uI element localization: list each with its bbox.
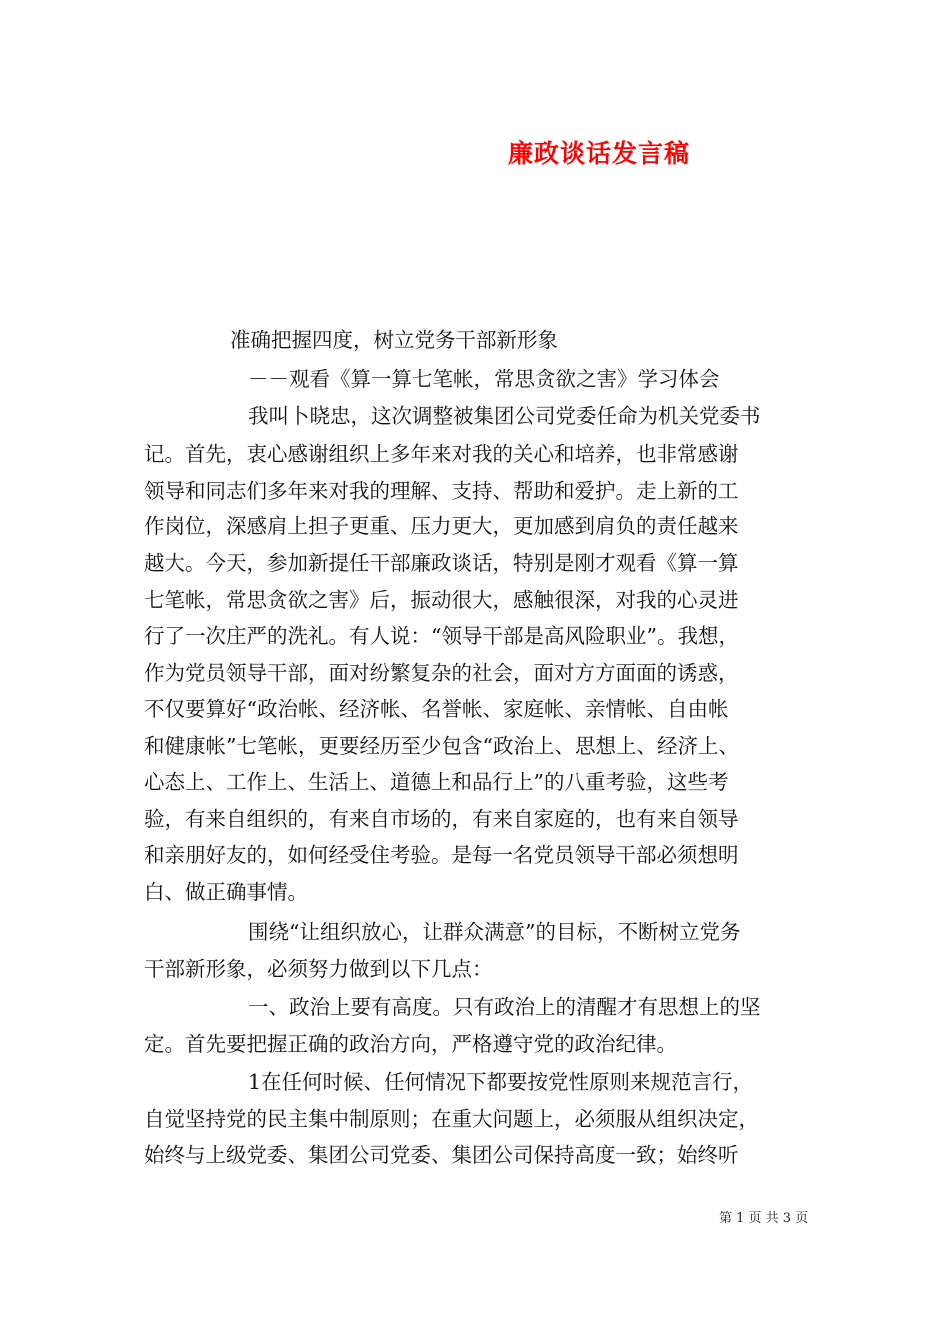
paragraph-line: 作为党员领导干部，面对纷繁复杂的社会，面对方方面面的诱惑， [144,661,739,685]
paragraph-line: 领导和同志们多年来对我的理解、支持、帮助和爱护。走上新的工 [144,479,739,503]
subtitle-line: 准确把握四度，树立党务干部新形象 [230,328,558,352]
paragraph-line: 验，有来自组织的，有来自市场的，有来自家庭的，也有来自领导 [144,807,739,831]
paragraph-line: 白、做正确事情。 [144,880,308,904]
page-number: 第 1 页 共 3 页 [719,1211,809,1226]
paragraph-line: 和亲朋好友的，如何经受住考验。是每一名党员领导干部必须想明 [144,843,739,867]
document-title: 廉政谈话发言稿 [508,139,691,168]
paragraph-line: 心态上、工作上、生活上、道德上和品行上”的八重考验，这些考 [144,770,729,794]
paragraph-line: 自觉坚持党的民主集中制原则；在重大问题上，必须服从组织决定， [144,1107,759,1131]
paragraph-line: 七笔帐，常思贪欲之害》后，振动很大，感触很深，对我的心灵进 [144,588,739,612]
paragraph-line: 不仅要算好“政治帐、经济帐、名誉帐、家庭帐、亲情帐、自由帐 [144,697,729,721]
paragraph-line: 我叫卜晓忠，这次调整被集团公司党委任命为机关党委书 [248,404,761,428]
paragraph-line: 干部新形象，必须努力做到以下几点： [144,957,493,981]
paragraph-line: 始终与上级党委、集团公司党委、集团公司保持高度一致；始终听 [144,1143,739,1167]
paragraph-line: 记。首先，衷心感谢组织上多年来对我的关心和培养，也非常感谢 [144,442,739,466]
subtitle-subline: －－观看《算一算七笔帐，常思贪欲之害》学习体会 [248,367,720,391]
paragraph-line: 定。首先要把握正确的政治方向，严格遵守党的政治纪律。 [144,1032,677,1056]
paragraph-line: 围绕“让组织放心，让群众满意”的目标，不断树立党务 [248,920,741,944]
paragraph-line: 作岗位，深感肩上担子更重、压力更大，更加感到肩负的责任越来 [144,514,739,538]
paragraph-line: 越大。今天，参加新提任干部廉政谈话，特别是刚才观看《算一算 [144,551,739,575]
paragraph-line: 1在任何时候、任何情况下都要按党性原则来规范言行， [248,1070,754,1094]
paragraph-line: 行了一次庄严的洗礼。有人说：“领导干部是高风险职业”。我想， [144,624,739,648]
paragraph-line: 一、政治上要有高度。只有政治上的清醒才有思想上的坚 [248,995,761,1019]
paragraph-line: 和健康帐”七笔帐，更要经历至少包含“政治上、思想上、经济上、 [144,734,739,758]
